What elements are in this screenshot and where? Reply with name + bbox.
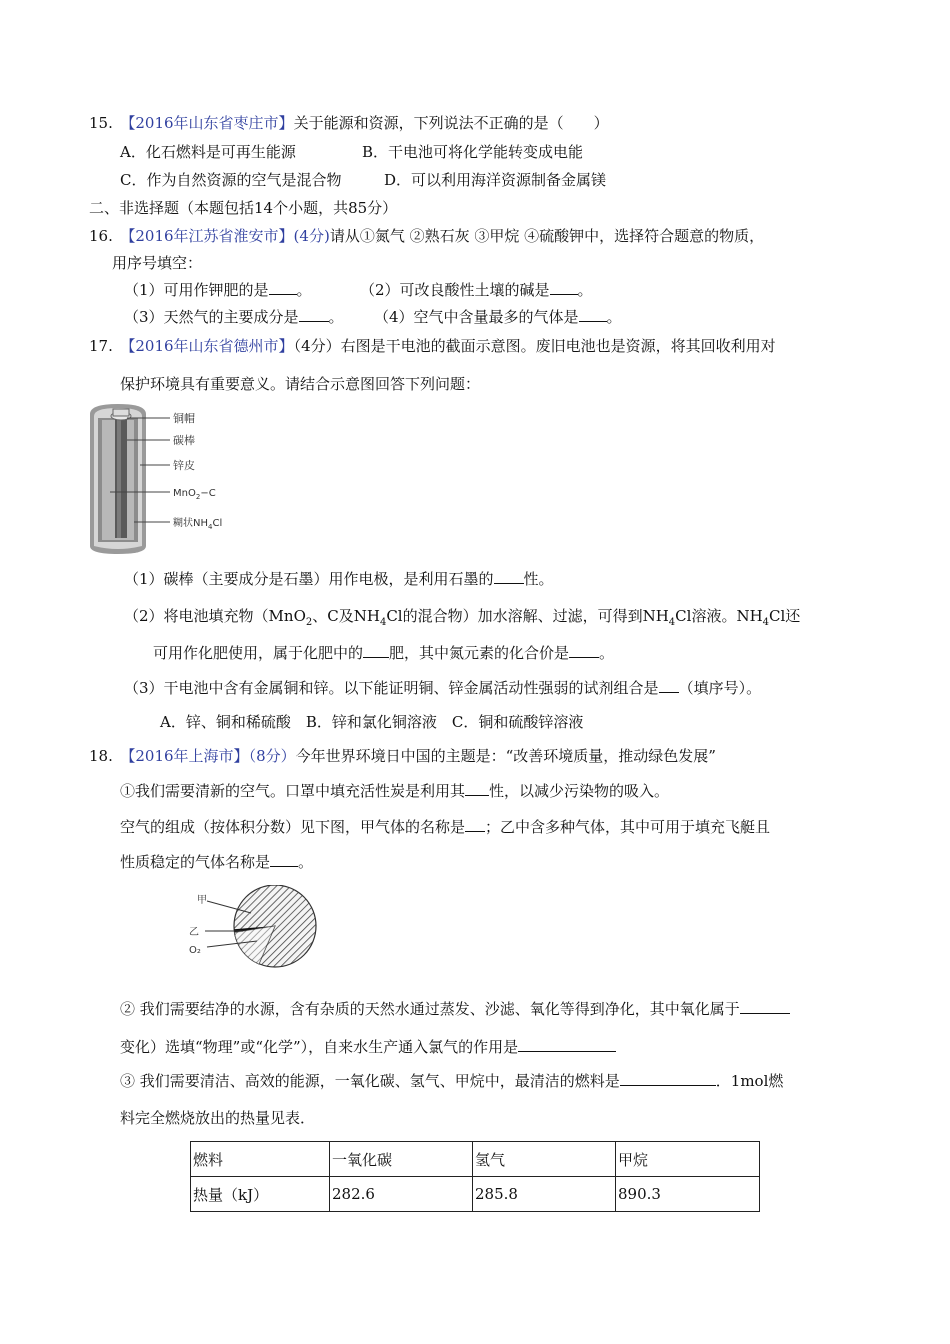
air-composition-pie	[185, 885, 335, 970]
subscript: 4	[668, 617, 676, 628]
question-16-stem-cont: 用序号填空：	[112, 254, 203, 272]
q18-line-3	[120, 852, 313, 872]
part-text: ①我们需要清新的空气。口罩中填充活性炭是利用其	[120, 782, 466, 800]
part-text: （3）天然气的主要成分是	[124, 308, 299, 326]
table-cell: 282.6	[330, 1177, 473, 1212]
q17-part-3	[124, 678, 761, 698]
answer-blank[interactable]	[465, 781, 489, 796]
question-text: 请从①氮气 ②熟石灰 ③甲烷 ④硫酸钾中，选择符合题意的物质，	[329, 227, 765, 245]
question-source: 【2016年山东省枣庄市】	[127, 114, 294, 132]
q18-line-5	[120, 1037, 616, 1057]
answer-blank[interactable]	[363, 643, 389, 658]
table-cell: 890.3	[616, 1177, 760, 1212]
part-text: 空气的组成（按体积分数）见下图，甲气体的名称是	[120, 818, 466, 836]
table-row	[191, 1177, 760, 1212]
section-header: 二、非选择题（本题包括14个小题，共85分）	[89, 199, 398, 217]
answer-blank[interactable]	[518, 1037, 616, 1052]
part-text: 。	[599, 644, 615, 662]
part-text: Cl还	[769, 607, 801, 625]
part-text: （1）可用作钾肥的是	[124, 281, 269, 299]
table-cell: 285.8	[473, 1177, 616, 1212]
question-text: （4分）右图是干电池的截面示意图。废旧电池也是资源，将其回收利用对	[293, 337, 776, 355]
question-text: 今年世界环境日中国的主题是：“改善环境质量，推动绿色发展”	[295, 747, 716, 765]
part-text: ② 我们需要结净的水源，含有杂质的天然水通过蒸发、沙滤、氧化等得到净化，其中氧化属于	[120, 1000, 740, 1018]
label-mno2-c: MnO$_2$−C	[173, 488, 216, 501]
question-source: 【2016年山东省德州市】	[127, 337, 294, 355]
answer-blank[interactable]	[269, 280, 297, 295]
option-b: B．干电池可将化学能转变成电能	[362, 143, 584, 161]
part-text: 。	[606, 308, 622, 326]
answer-blank[interactable]	[659, 678, 679, 693]
answer-blank[interactable]	[494, 569, 524, 584]
part-text: 变化）选填“物理”或“化学”），自来水生产通入氯气的作用是	[120, 1038, 519, 1056]
question-18-stem	[89, 746, 716, 766]
option-d: D．可以利用海洋资源制备金属镁	[384, 171, 607, 189]
option-a: A．化石燃料是可再生能源	[120, 143, 296, 161]
question-score: （8分）	[248, 747, 296, 765]
battery-diagram	[88, 400, 240, 556]
table-cell: 燃料	[191, 1142, 330, 1177]
table-header-row	[191, 1142, 760, 1177]
q18-line-2	[120, 817, 770, 837]
q16-part-4	[374, 307, 622, 327]
subscript: 4	[762, 617, 770, 628]
question-17-stem-cont: 保护环境具有重要意义。请结合示意图回答下列问题：	[120, 375, 481, 393]
label-nh4cl-paste: 糊状$NH_4Cl$	[173, 518, 223, 531]
part-text: 。	[577, 281, 593, 299]
table-cell: 一氧化碳	[330, 1142, 473, 1177]
answer-blank[interactable]	[299, 307, 329, 322]
answer-blank[interactable]	[550, 280, 578, 295]
question-17-stem	[89, 336, 776, 356]
part-text: 。	[298, 853, 314, 871]
question-16-stem	[89, 226, 764, 246]
part-text: 。	[296, 281, 312, 299]
label-zinc-shell: 锌皮	[173, 459, 195, 472]
q17-part-2	[124, 606, 800, 626]
fuel-heat-table	[190, 1141, 760, 1212]
subscript: 2	[305, 617, 313, 628]
question-source: 【2016年江苏省淮安市】(4分)	[127, 227, 330, 245]
part-text: 可用作化肥使用，属于化肥中的	[153, 644, 364, 662]
q17-part-1	[124, 569, 554, 589]
q18-line-4	[120, 999, 790, 1019]
part-text: （填序号）。	[678, 679, 762, 697]
table-cell: 热量（kJ）	[191, 1177, 330, 1212]
part-text: 性。	[523, 570, 554, 588]
question-15-stem	[89, 113, 609, 133]
q18-line-7: 料完全燃烧放出的热量见表．	[120, 1109, 316, 1127]
answer-blank[interactable]	[465, 817, 485, 832]
part-text: ③ 我们需要清洁、高效的能源，一氧化碳、氢气、甲烷中，最清洁的燃料是	[120, 1072, 620, 1090]
answer-blank[interactable]	[620, 1071, 716, 1086]
part-text: 性，以减少污染物的吸入。	[489, 782, 670, 800]
pie-label-o2: O₂	[189, 945, 201, 956]
question-text: 关于能源和资源，下列说法不正确的是（ ）	[293, 114, 609, 132]
question-number: 18.	[89, 747, 113, 765]
part-text: （2）可改良酸性土壤的碱是	[360, 281, 550, 299]
part-text: Cl的混合物）加水溶解、过滤，可得到NH	[386, 607, 669, 625]
q16-part-2	[360, 280, 593, 300]
subscript: 4	[379, 617, 387, 628]
answer-blank[interactable]	[740, 999, 790, 1014]
answer-blank[interactable]	[569, 643, 599, 658]
part-text: （3）干电池中含有金属铜和锌。以下能证明铜、锌金属活动性强弱的试剂组合是	[124, 679, 659, 697]
part-text: 肥，其中氮元素的化合价是	[389, 644, 570, 662]
pie-label-jia: 甲	[197, 895, 207, 906]
question-number: 16.	[89, 227, 113, 245]
answer-blank[interactable]	[579, 307, 607, 322]
question-number: 15.	[89, 114, 113, 132]
part-text: （4）空气中含量最多的气体是	[374, 308, 579, 326]
part-text: 。	[328, 308, 344, 326]
part-text: （1）碳棒（主要成分是石墨）用作电极，是利用石墨的	[124, 570, 494, 588]
q18-line-1	[120, 781, 669, 801]
label-copper-cap: 铜帽	[173, 412, 195, 425]
part-text: （2）将电池填充物（MnO	[124, 607, 306, 625]
answer-blank[interactable]	[270, 852, 298, 867]
q16-part-3	[124, 307, 344, 327]
part-text: ；乙中含多种气体，其中可用于填充飞艇且	[485, 818, 771, 836]
pie-label-yi: 乙	[189, 927, 199, 938]
option-c: C．作为自然资源的空气是混合物	[120, 171, 342, 189]
table-cell: 氢气	[473, 1142, 616, 1177]
q16-part-1	[124, 280, 312, 300]
table-cell: 甲烷	[616, 1142, 760, 1177]
part-text: ．1mol燃	[715, 1072, 784, 1090]
part-text: 、C及NH	[312, 607, 380, 625]
q18-line-6	[120, 1071, 783, 1091]
question-source: 【2016年上海市】	[127, 747, 249, 765]
part-text: Cl溶液。NH	[675, 607, 763, 625]
q17-options: A．锌、铜和稀硫酸 B．锌和氯化铜溶液 C．铜和硫酸锌溶液	[160, 713, 584, 731]
part-text: 性质稳定的气体名称是	[120, 853, 271, 871]
q17-part-2-cont	[153, 643, 614, 663]
label-carbon-rod: 碳棒	[173, 434, 195, 447]
question-number: 17.	[89, 337, 113, 355]
